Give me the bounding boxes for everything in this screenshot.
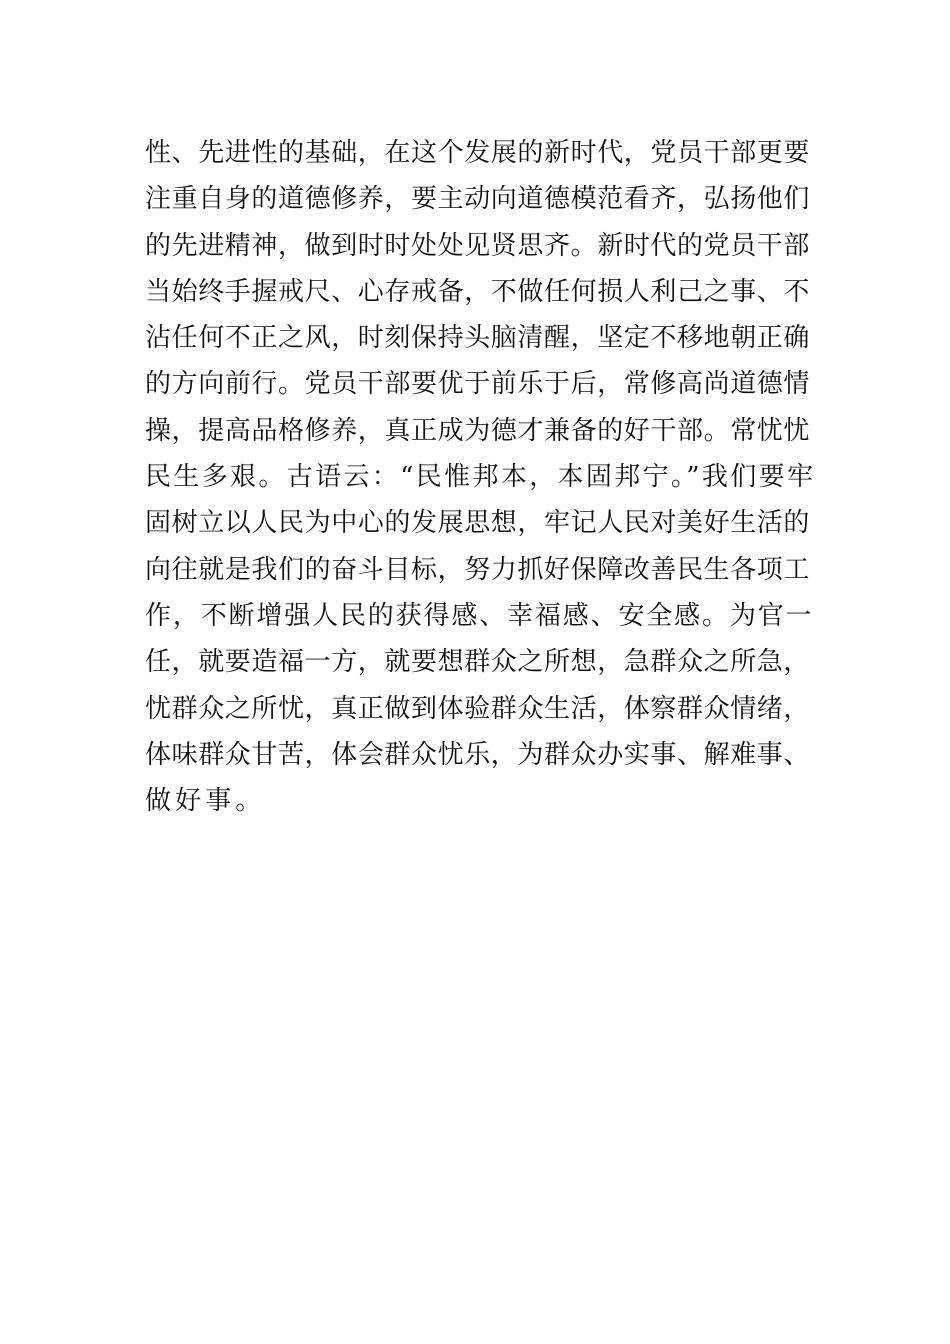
text-line: 忧群众之所忧，真正做到体验群众生活，体察群众情绪， [145, 693, 811, 724]
text-line: 体味群众甘苦，体会群众忧乐，为群众办实事、解难事、 [145, 739, 811, 770]
body-paragraph [145, 130, 815, 824]
text-line: 民生多艰。古语云：“民惟邦本，本固邦宁。”我们要牢 [145, 462, 816, 493]
text-line: 向往就是我们的奋斗目标，努力抓好保障改善民生各项工 [145, 554, 811, 585]
text-line: 做好事。 [145, 786, 266, 817]
text-line: 注重自身的道德修养，要主动向道德模范看齐，弘扬他们 [145, 184, 811, 215]
text-line: 作，不断增强人民的获得感、幸福感、安全感。为官一 [145, 600, 814, 631]
text-line: 的先进精神，做到时时处处见贤思齐。新时代的党员干部 [145, 230, 811, 261]
text-line: 沾任何不正之风，时刻保持头脑清醒，坚定不移地朝正确 [145, 323, 811, 354]
text-line: 当始终手握戒尺、心存戒备，不做任何损人利己之事、不 [145, 276, 811, 307]
text-line: 性、先进性的基础，在这个发展的新时代，党员干部更要 [145, 138, 811, 168]
text-line: 操，提高品格修养，真正成为德才兼备的好干部。常忧忧 [145, 415, 811, 446]
text-line: 固树立以人民为中心的发展思想，牢记人民对美好生活的 [145, 508, 811, 539]
text-line: 任，就要造福一方，就要想群众之所想，急群众之所急， [145, 647, 811, 678]
text-line: 的方向前行。党员干部要优于前乐于后，常修高尚道德情 [145, 369, 811, 400]
